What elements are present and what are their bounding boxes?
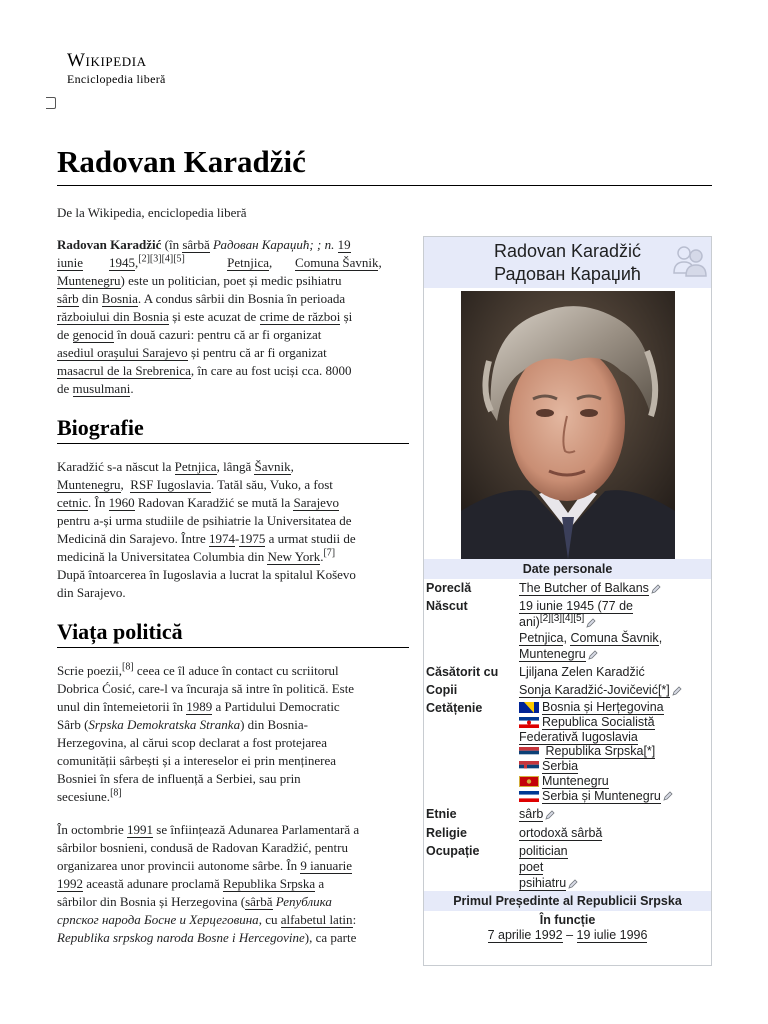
- link-birth-day[interactable]: 19: [337, 237, 351, 252]
- link-sarba[interactable]: sârbă: [182, 237, 210, 252]
- link-asediul-sarajevo[interactable]: asediul orașului Sarajevo: [57, 345, 188, 360]
- link-bosnia[interactable]: Bosnia: [101, 291, 138, 306]
- link-petnjica-2[interactable]: Petnjica: [174, 459, 217, 474]
- link-sarba-2[interactable]: sârbă: [245, 894, 273, 909]
- link-savnik-2[interactable]: Šavnik: [254, 459, 291, 474]
- occupation-psihiatru[interactable]: psihiatru: [519, 876, 567, 890]
- link-1991[interactable]: 1991: [127, 822, 154, 837]
- page-title: Radovan Karadžić: [57, 144, 306, 179]
- section-divider: [57, 443, 409, 444]
- occupation-politician[interactable]: politician: [519, 844, 568, 858]
- flag-yugoslavia-icon: [519, 717, 539, 728]
- biography-paragraph: Karadžić s-a născut la Petnjica, lângă Šavnik, Muntenegru, RSF Iugoslavia. Tatăl său, Vuko, a fost cetnic. În 1960 Radovan Karadžić se mută la Sarajevo pentru a-și urma studiile de psihiatrie la Universitatea de Medicină din Sarajevo. Între 1974-1975 a urmat studii de medicină la Universitatea Columbia din New York.[7] După întoarcerea în Iugoslavia a lucrat la spitalul Koševo din Sarajevo.: [57, 459, 356, 600]
- citation-refs[interactable]: [2][3][4][5]: [539, 612, 585, 624]
- citizenship-montenegro[interactable]: Muntenegru: [542, 773, 609, 788]
- edit-pencil-icon[interactable]: [588, 650, 598, 660]
- link-muntenegru[interactable]: Muntenegru: [57, 273, 121, 288]
- site-subtitle: De la Wikipedia, enciclopedia liberă: [57, 205, 247, 220]
- flag-republika-srpska-icon: [519, 747, 539, 758]
- edit-pencil-icon[interactable]: [651, 584, 661, 594]
- section-divider: [57, 647, 409, 648]
- infobox: Radovan Karadžić Радован Караџић Date personale Poreclă The Butcher of Balkans Născut 19 iunie 1945 (77 de ani)[2][3][4][5] Petnjica, Comuna Šavnik, Muntenegru Căsătorit cu Ljiljana Zelen Karadžić Copii Sonja Karadžić-Jovičević[*] Cetățenie Bosnia și Herțegovina Republica Socialistă Federativă Iugoslavia Republika Srpska[*] Serbia Muntenegru Serbia și Muntenegru Etnie sârb Religie ortodoxă sârbă Ocupație politician poet psihiatru Primul Președinte al Republicii Srpska În funcție 7 aprilie 1992 – 19 iulie 1996: [423, 236, 712, 966]
- link-new-york[interactable]: New York: [267, 549, 321, 564]
- link-rsf-iugoslavia[interactable]: RSF Iugoslavia: [130, 477, 211, 492]
- citation-ref[interactable]: [8]: [121, 661, 134, 673]
- infobox-name-cyrillic: Радован Караџић: [494, 264, 641, 284]
- term-start-link[interactable]: 7 aprilie 1992: [487, 928, 563, 942]
- section-heading-viata-politica: Viața politică: [57, 619, 183, 644]
- ethnicity-link[interactable]: sârb: [519, 807, 544, 821]
- religion-link[interactable]: ortodoxă sârbă: [519, 826, 603, 840]
- link-savnik[interactable]: Comuna Šavnik: [295, 255, 379, 270]
- birth-date-link[interactable]: 19 iunie 1945 (77 de: [519, 599, 633, 613]
- term-dates: 7 aprilie 1992 – 19 iulie 1996: [487, 928, 648, 942]
- flag-bosnia-icon: [519, 702, 539, 713]
- link-petnjica[interactable]: Petnjica: [227, 255, 270, 270]
- in-office-label: În funcție: [539, 913, 596, 927]
- citizenship-serbia[interactable]: Serbia: [542, 759, 579, 774]
- citizenship-sfr-yugoslavia[interactable]: Republica Socialistă: [542, 714, 655, 729]
- wikidata-ref[interactable]: [*]: [657, 683, 670, 697]
- birth-place-muntenegru[interactable]: Muntenegru: [519, 647, 586, 661]
- link-9-ianuarie[interactable]: 9 ianuarie: [300, 858, 353, 873]
- occupation-poet[interactable]: poet: [519, 860, 544, 874]
- wikidata-ref[interactable]: [*]: [643, 744, 656, 759]
- link-iunie[interactable]: iunie: [57, 255, 83, 270]
- link-1989[interactable]: 1989: [186, 699, 213, 714]
- wikipedia-logo[interactable]: [67, 50, 166, 86]
- edit-pencil-icon[interactable]: [586, 618, 596, 628]
- flag-montenegro-icon: [519, 776, 539, 787]
- portrait-image: [461, 291, 675, 559]
- link-alfabetul-latin[interactable]: alfabetul latin: [280, 912, 353, 927]
- edit-pencil-icon[interactable]: [663, 791, 673, 801]
- infobox-header: [424, 237, 711, 288]
- infobox-name-latin: Radovan Karadžić: [493, 241, 642, 261]
- citizenship-sfr-yugoslavia-2[interactable]: Federativă Iugoslavia: [519, 729, 638, 744]
- spouse-value: Ljiljana Zelen Karadžić: [519, 665, 645, 679]
- portrait-photo[interactable]: [461, 291, 675, 559]
- section-header-date-personale: Date personale: [424, 559, 711, 579]
- child-link[interactable]: Sonja Karadžić-Jovičević: [519, 683, 658, 697]
- people-icon: [671, 241, 709, 279]
- section-heading-biografie: Biografie: [57, 415, 144, 440]
- politics-paragraph: Scrie poezii,[8] ceea ce îl aduce în contact cu scriitorul Dobrica Ćosić, care-l va încuraja să intre în politică. Este unul din întemeietorii în 1989 a Partidului Democratic Sârb (Srpska Demokratska Stranka) din Bosnia- Herzegovina, al cărui scop declarat a fost protejarea comunității sârbești și a intereselor ei prin menținerea Bosniei în sfera de influență a Serbiei, sau prin secesiune.[8]: [57, 661, 355, 804]
- citation-refs[interactable]: [2][3][4][5]: [138, 253, 185, 265]
- citizenship-serbia-montenegro[interactable]: Serbia și Muntenegru: [542, 788, 661, 803]
- intro-paragraph: Radovan Karadžić (în sârbă Радован Караџић; ; n. 19 iunie 1945,[2][3][4][5] Petnjica, Comuna Šavnik, Muntenegru) este un politician, poet și medic psihiatru sârb din Bosnia. A condus sârbii din Bosnia în perioada războiului din Bosnia și este acuzat de crime de război și de genocid în două cazuri: pentru că ar fi organizat asediul orașului Sarajevo și pentru că ar fi organizat masacrul de la Srebrenica, în care au fost uciși cca. 8000 de musulmani.: [57, 237, 382, 396]
- link-1945[interactable]: 1945: [109, 255, 135, 270]
- edit-pencil-icon[interactable]: [545, 810, 555, 820]
- porecla-value[interactable]: The Butcher of Balkans: [519, 581, 649, 595]
- flag-serbia-montenegro-icon: [519, 791, 539, 802]
- menu-toggle-icon[interactable]: [46, 97, 56, 109]
- citation-ref[interactable]: [8]: [110, 787, 122, 799]
- link-1975[interactable]: 1975: [239, 531, 266, 546]
- term-end-link[interactable]: 19 iulie 1996: [576, 928, 648, 942]
- link-masacrul-srebrenica[interactable]: masacrul de la Srebrenica: [57, 363, 191, 378]
- wikipedia-wordmark: Wikipedia: [67, 50, 147, 71]
- october-paragraph: În octombrie 1991 se înființează Adunarea Parlamentară a sârbilor bosnieni, condusă de Radovan Karadžić, pentru organizarea unor provincii autonome sârbe. În 9 ianuarie 1992 această adunare proclamă Republika Srpska a sârbilor din Bosnia și Herzegovina (sârbă Република српског народа Босне и Херцеговина, cu alfabetul latin: Republika srpskog naroda Bosne i Hercegovine), ca parte: [57, 822, 360, 945]
- edit-pencil-icon[interactable]: [672, 686, 682, 696]
- link-genocid[interactable]: genocid: [72, 327, 114, 342]
- link-razboi-bosnia[interactable]: războiului din Bosnia: [57, 309, 169, 324]
- link-sarajevo[interactable]: Sarajevo: [293, 495, 339, 510]
- edit-pencil-icon[interactable]: [568, 879, 578, 889]
- section-header-office: Primul Președinte al Republicii Srpska: [424, 891, 711, 911]
- citation-ref[interactable]: [7]: [323, 547, 336, 559]
- birth-place-petnjica[interactable]: Petnjica: [519, 631, 564, 645]
- link-sarb[interactable]: sârb: [57, 291, 79, 306]
- link-musulmani[interactable]: musulmani: [72, 381, 131, 396]
- link-1960[interactable]: 1960: [108, 495, 135, 510]
- link-1974[interactable]: 1974: [208, 531, 235, 546]
- wikipedia-tagline: Enciclopedia liberă: [67, 72, 166, 86]
- link-crime-razboi[interactable]: crime de război: [259, 309, 341, 324]
- link-republika-srpska[interactable]: Republika Srpska: [223, 876, 316, 891]
- link-muntenegru-2[interactable]: Muntenegru: [57, 477, 121, 492]
- citizenship-bosnia[interactable]: Bosnia și Herțegovina: [542, 700, 664, 714]
- flag-serbia-icon: [519, 761, 539, 772]
- birth-place-savnik[interactable]: Comuna Šavnik: [570, 631, 659, 645]
- link-cetnic[interactable]: cetnic: [57, 495, 89, 510]
- title-divider: [57, 185, 712, 186]
- link-1992[interactable]: 1992: [57, 876, 83, 891]
- citizenship-republika-srpska[interactable]: Republika Srpska: [545, 744, 644, 759]
